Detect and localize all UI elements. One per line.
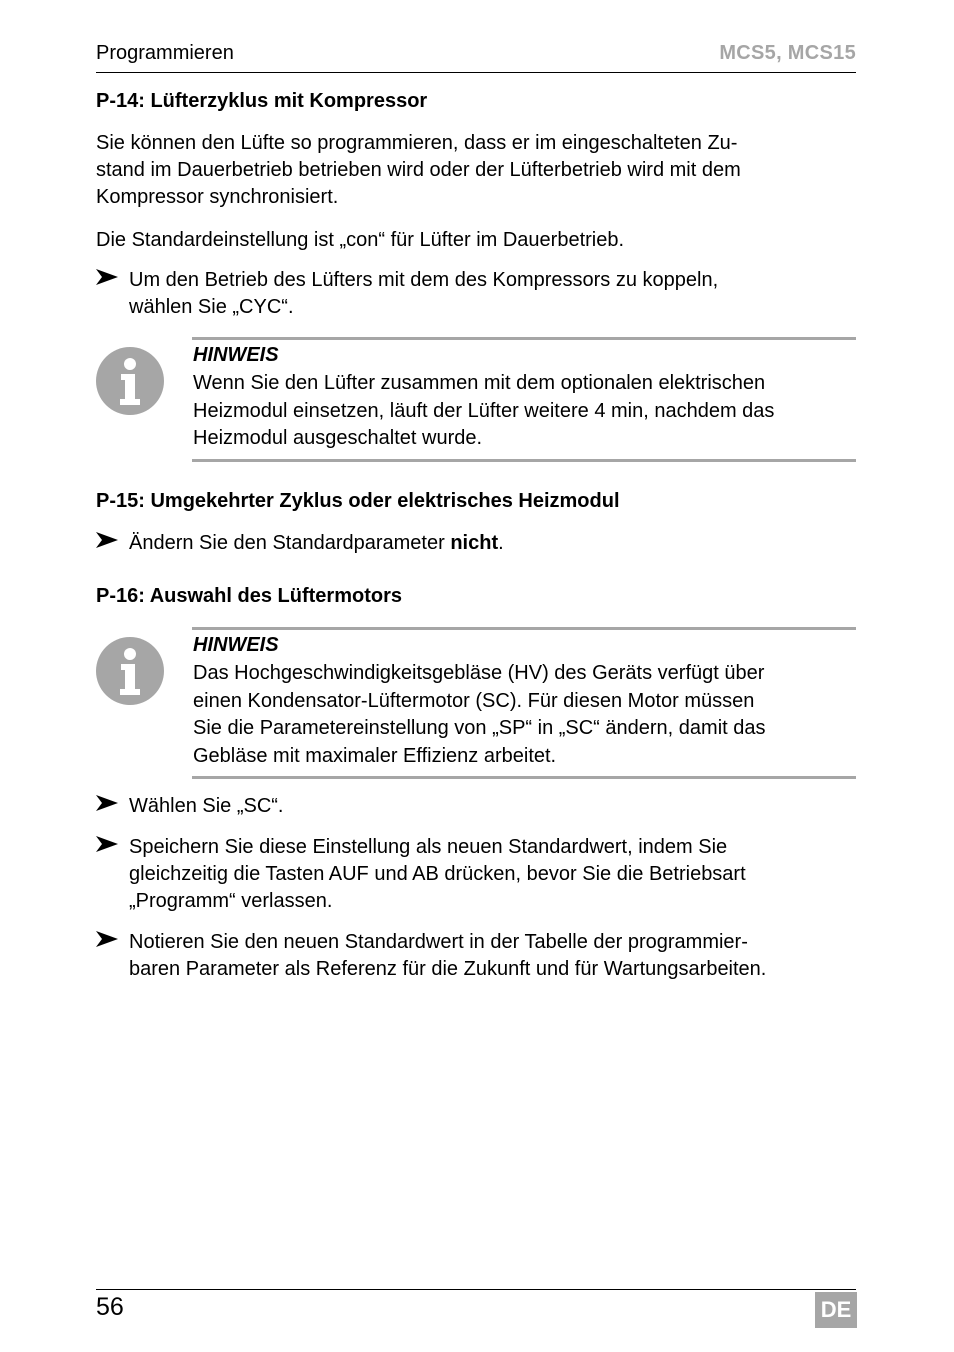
- note-text: [193, 660, 863, 770]
- page-number: 56: [96, 1293, 124, 1321]
- paragraph-p14-default: Die Standardeinstellung ist „con“ für Lüfter im Dauerbetrieb.: [96, 229, 625, 251]
- heading-p15: P-15: Umgekehrter Zyklus oder elektrisches Heizmodul: [96, 490, 620, 512]
- text-line: Heizmodul einsetzen, läuft der Lüfter weitere 4 min, nachdem das: [193, 399, 775, 422]
- arrow-bullet-icon: [96, 929, 124, 956]
- text-line: „Programm“ verlassen.: [129, 890, 333, 912]
- paragraph-p14-intro: [96, 130, 856, 211]
- text-line: einen Kondensator-Lüftermotor (SC). Für diesen Motor müssen: [193, 689, 755, 712]
- text-line: Heizmodul ausgeschaltet wurde.: [193, 427, 483, 449]
- heading-p16: P-16: Auswahl des Lüftermotors: [96, 585, 402, 607]
- note-title: HINWEIS: [193, 344, 279, 366]
- info-icon: [96, 637, 164, 705]
- footer-rule: [96, 1289, 856, 1290]
- text-run: Ändern Sie den Standardparameter: [129, 532, 451, 554]
- text-line: Sie die Parametereinstellung von „SP“ in „SC“ ändern, damit das: [193, 717, 766, 739]
- text-line: gleichzeitig die Tasten AUF und AB drücken, bevor Sie die Betriebsart: [129, 863, 746, 885]
- info-icon: [96, 347, 164, 415]
- text-line: Notieren Sie den neuen Standardwert in der Tabelle der programmier-: [129, 931, 748, 953]
- text-line: stand im Dauerbetrieb betrieben wird oder der Lüfterbetrieb wird mit dem: [96, 159, 741, 181]
- text-line: Wählen Sie „SC“.: [129, 795, 284, 817]
- text-line: Kompressor synchronisiert.: [96, 186, 339, 208]
- arrow-bullet-icon: [96, 267, 124, 294]
- text-line: Speichern Sie diese Einstellung als neuen Standardwert, indem Sie: [129, 836, 728, 858]
- text-line: baren Parameter als Referenz für die Zukunft und für Wartungsarbeiten.: [129, 958, 767, 980]
- text-run: .: [498, 532, 504, 554]
- note-bottom-rule: [192, 459, 856, 462]
- note-top-rule: [192, 337, 856, 340]
- arrow-bullet-icon: [96, 793, 124, 820]
- language-badge: DE: [815, 1292, 857, 1328]
- note-text: [193, 370, 863, 453]
- text-line: Wenn Sie den Lüfter zusammen mit dem optionalen elektrischen: [193, 372, 766, 394]
- heading-p14: P-14: Lüfterzyklus mit Kompressor: [96, 90, 428, 112]
- bold-text: nicht: [450, 532, 499, 554]
- note-top-rule: [192, 627, 856, 630]
- header-section-title: Programmieren: [96, 42, 234, 64]
- note-bottom-rule: [192, 776, 856, 779]
- header-model-name: MCS5, MCS15: [719, 42, 856, 64]
- text-line: Um den Betrieb des Lüfters mit dem des Kompressors zu koppeln,: [129, 269, 719, 291]
- text-line: Das Hochgeschwindigkeitsgebläse (HV) des Geräts verfügt über: [193, 662, 765, 684]
- arrow-bullet-icon: [96, 530, 124, 557]
- text-line: Sie können den Lüfte so programmieren, dass er im eingeschalteten Zu-: [96, 132, 738, 154]
- text-line: wählen Sie „CYC“.: [129, 296, 294, 318]
- page-header: [96, 40, 856, 73]
- text-line: Gebläse mit maximaler Effizienz arbeitet.: [193, 744, 557, 767]
- arrow-bullet-icon: [96, 834, 124, 861]
- note-title: HINWEIS: [193, 634, 279, 656]
